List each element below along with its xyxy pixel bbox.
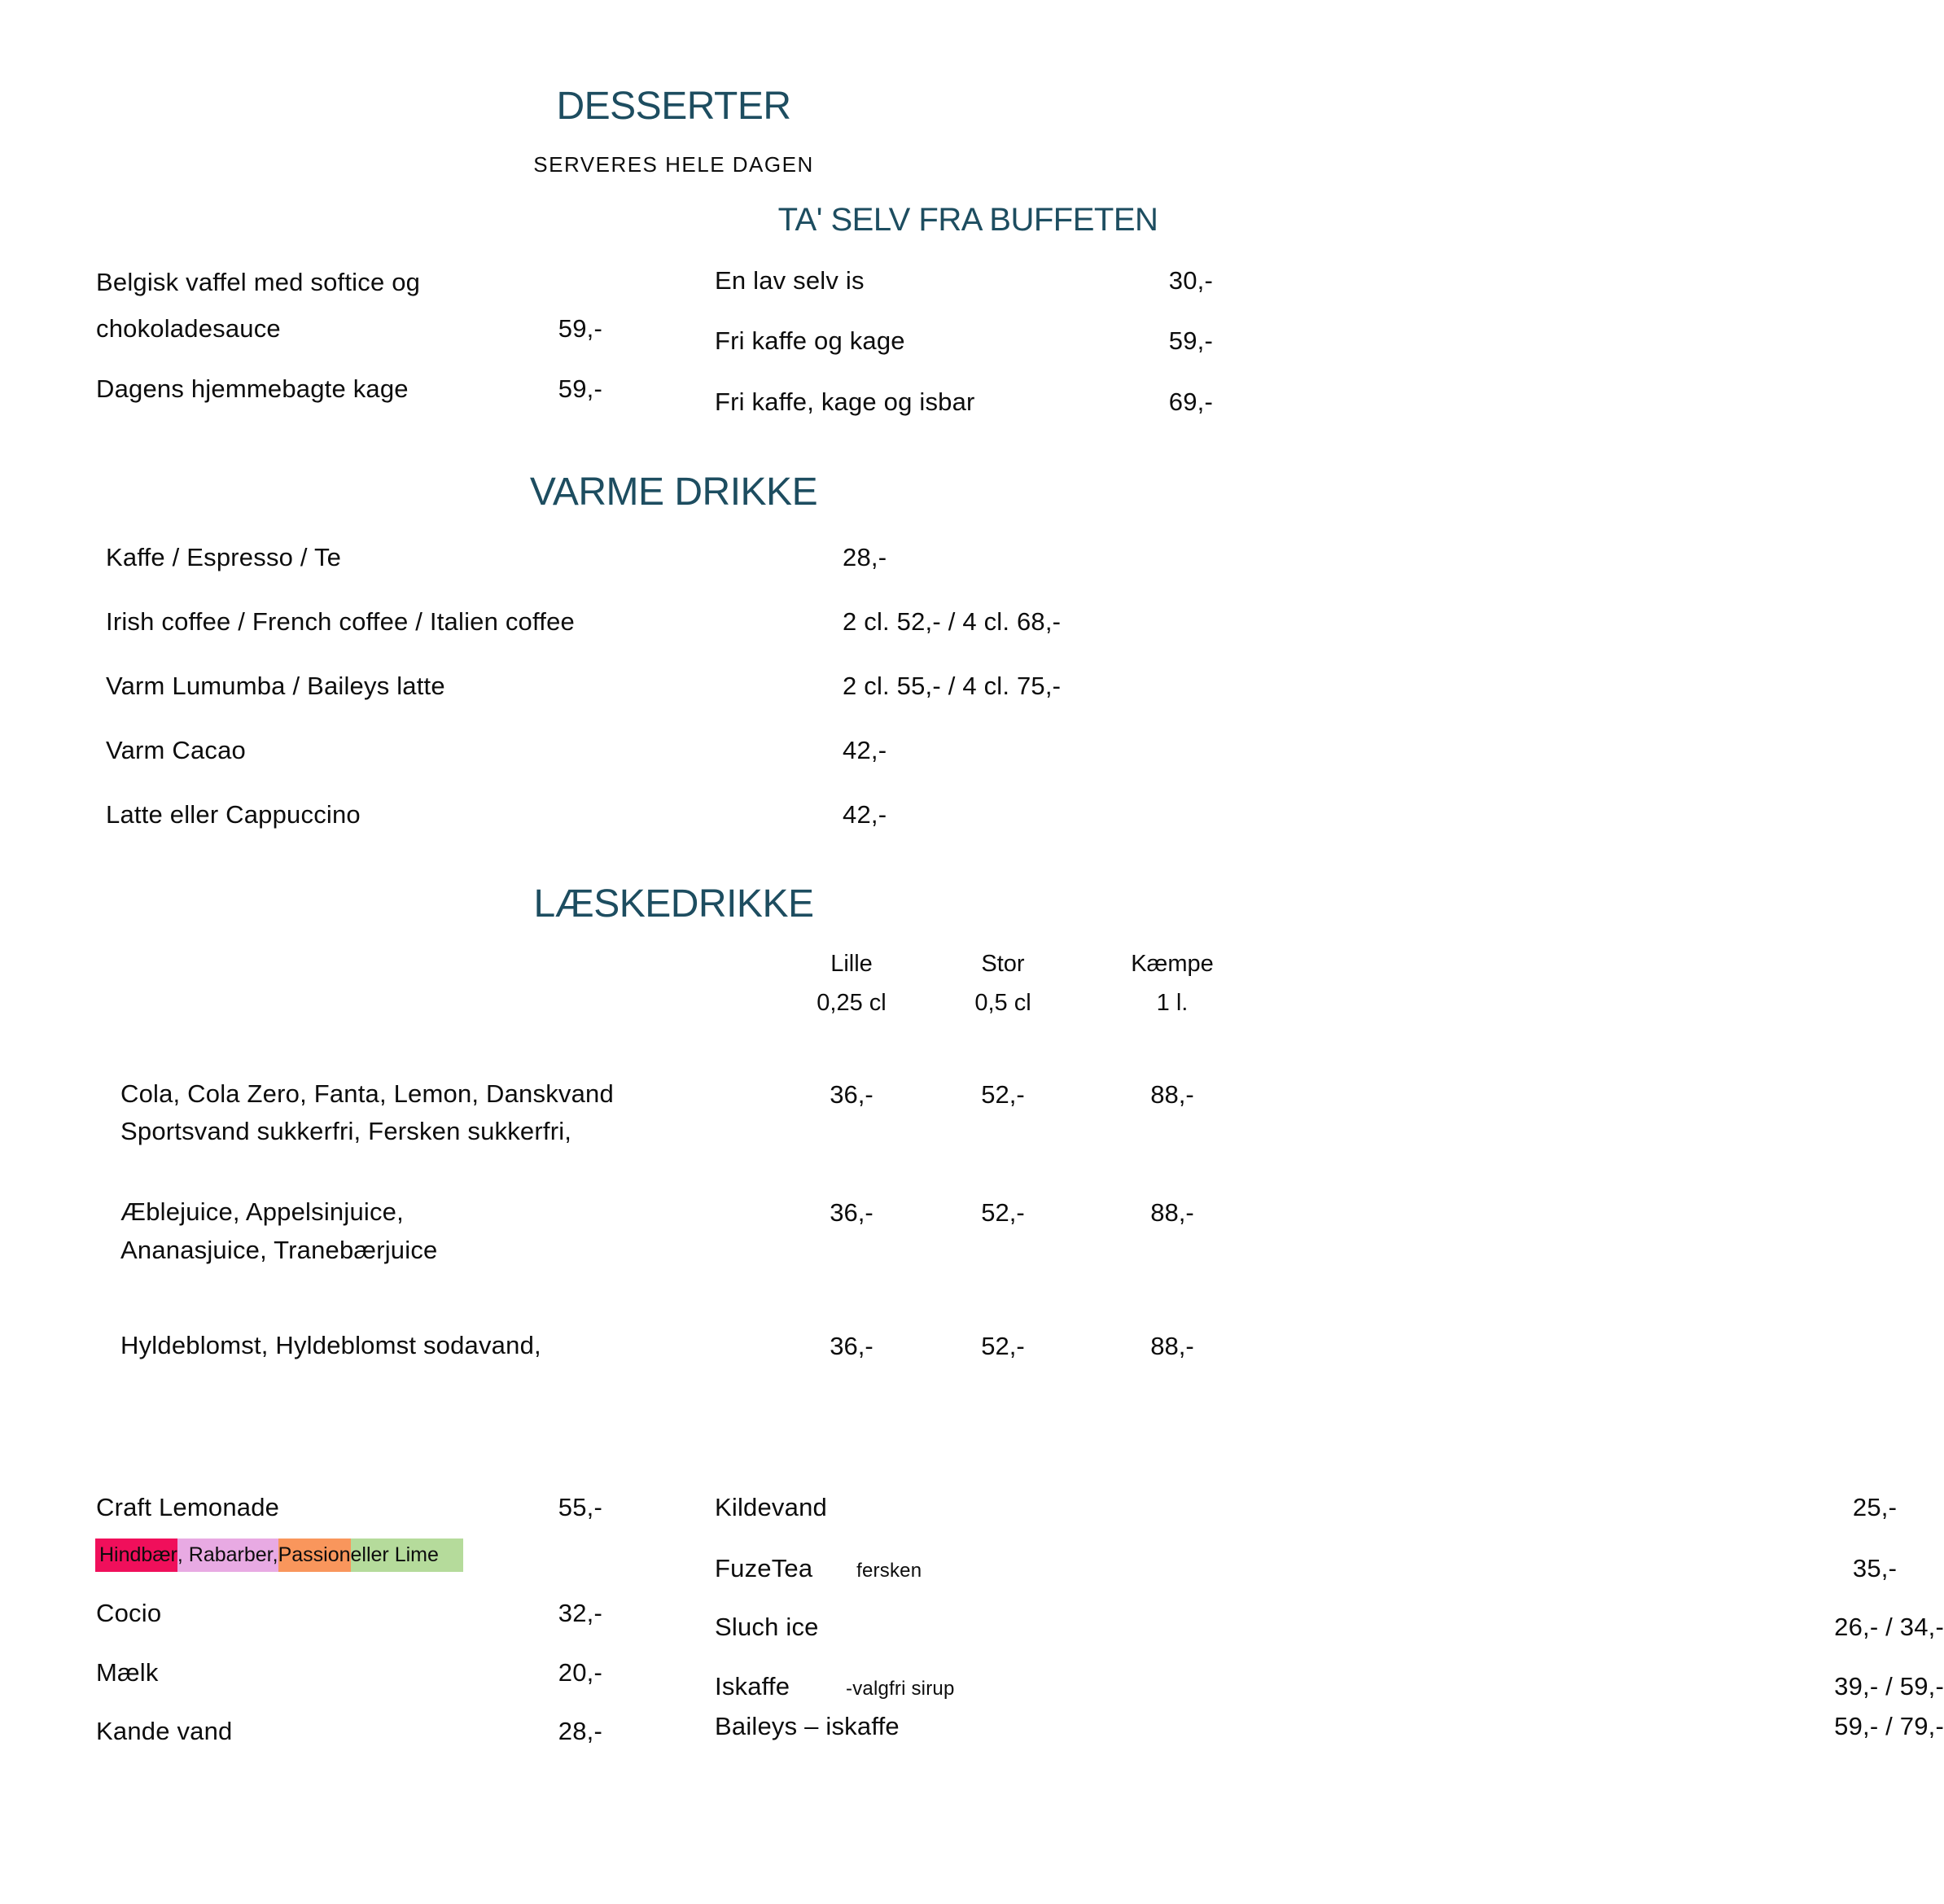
menu-item-hot-cocoa bbox=[106, 737, 1258, 765]
item-label: Kaffe / Espresso / Te bbox=[106, 543, 342, 571]
item-label: En lav selv is bbox=[715, 266, 865, 295]
size-column-small-name: Lille bbox=[830, 951, 873, 977]
size-column-giant-name: Kæmpe bbox=[1131, 951, 1214, 977]
soft-drinks-title: LÆSKEDRIKKE bbox=[533, 882, 814, 926]
item-label: Baileys – iskaffe bbox=[715, 1712, 900, 1740]
soda-row-price-large: 52,- bbox=[981, 1080, 1025, 1109]
item-label: Kildevand bbox=[715, 1493, 827, 1521]
size-column-small-size: 0,25 cl bbox=[817, 990, 887, 1016]
flavor-passion: Passion bbox=[278, 1539, 351, 1572]
item-price: 35,- bbox=[1852, 1554, 1898, 1582]
item-price: 20,- bbox=[558, 1658, 602, 1687]
desserts-title: DESSERTER bbox=[556, 85, 791, 128]
item-label: Varm Lumumba / Baileys latte bbox=[106, 672, 445, 700]
juice-row-price-giant: 88,- bbox=[1150, 1198, 1194, 1227]
item-price: 59,- / 79,- bbox=[1834, 1712, 1944, 1740]
item-price: 42,- bbox=[843, 736, 887, 764]
flavor-lime: eller Lime bbox=[351, 1539, 463, 1572]
item-price: 32,- bbox=[558, 1599, 602, 1627]
menu-item-irish-coffee bbox=[106, 608, 1258, 637]
item-price: 39,- / 59,- bbox=[1834, 1672, 1944, 1700]
juice-row-label-line1: Æblejuice, Appelsinjuice, bbox=[120, 1197, 404, 1226]
item-price: 25,- bbox=[1852, 1493, 1898, 1521]
item-price: 42,- bbox=[843, 800, 887, 829]
item-label: Varm Cacao bbox=[106, 736, 246, 764]
elderflower-row-price-small: 36,- bbox=[830, 1332, 873, 1360]
flavor-hindbaer: Hindbær bbox=[95, 1539, 177, 1572]
item-label: FuzeTea bbox=[715, 1554, 813, 1582]
hot-drinks-title: VARME DRIKKE bbox=[529, 471, 818, 514]
menu-item-baileys-iced-coffee bbox=[715, 1712, 1944, 1741]
menu-item-buffet-coffee-cake-icebar bbox=[715, 388, 1213, 417]
item-label: Latte eller Cappuccino bbox=[106, 800, 361, 829]
buffet-header: TA' SELV FRA BUFFETEN bbox=[777, 202, 1158, 238]
menu-item-latte-cappuccino bbox=[106, 801, 1258, 829]
menu-item-fuzetea bbox=[715, 1554, 1898, 1583]
item-price: 59,- bbox=[1168, 326, 1213, 355]
soda-row-price-giant: 88,- bbox=[1150, 1080, 1194, 1109]
size-column-large-name: Stor bbox=[981, 951, 1025, 977]
item-label: Craft Lemonade bbox=[96, 1493, 280, 1521]
lemonade-flavors-highlight bbox=[95, 1539, 463, 1572]
menu-item-slush-ice bbox=[715, 1613, 1944, 1642]
item-note: fersken bbox=[856, 1560, 922, 1582]
juice-row-price-large: 52,- bbox=[981, 1198, 1025, 1227]
menu-item-waffle-line1: Belgisk vaffel med softice og bbox=[96, 268, 421, 296]
desserts-subtitle: SERVERES HELE DAGEN bbox=[533, 152, 814, 177]
menu-item-milk bbox=[96, 1659, 602, 1687]
item-price: 69,- bbox=[1168, 387, 1213, 416]
flavor-rabarber: , Rabarber, bbox=[177, 1539, 278, 1572]
menu-item-craft-lemonade bbox=[96, 1494, 602, 1522]
elderflower-row-price-giant: 88,- bbox=[1150, 1332, 1194, 1360]
item-price: 2 cl. 52,- / 4 cl. 68,- bbox=[843, 607, 1062, 636]
item-label: chokoladesauce bbox=[96, 314, 281, 343]
soda-row-label-line1: Cola, Cola Zero, Fanta, Lemon, Danskvand bbox=[120, 1079, 614, 1108]
menu-item-waffle-line2 bbox=[96, 315, 602, 344]
item-price: 55,- bbox=[558, 1493, 602, 1521]
item-label: Cocio bbox=[96, 1599, 162, 1627]
size-column-large-size: 0,5 cl bbox=[974, 990, 1031, 1016]
menu-item-iced-coffee bbox=[715, 1672, 1944, 1701]
menu-item-buffet-coffee-cake bbox=[715, 327, 1213, 356]
item-label: Mælk bbox=[96, 1658, 159, 1687]
menu-item-buffet-ice bbox=[715, 267, 1213, 295]
item-price: 28,- bbox=[843, 543, 887, 571]
menu-item-spring-water bbox=[715, 1493, 1898, 1522]
item-price: 26,- / 34,- bbox=[1834, 1613, 1944, 1641]
item-price: 2 cl. 55,- / 4 cl. 75,- bbox=[843, 672, 1062, 700]
item-price: 28,- bbox=[558, 1717, 602, 1745]
item-label: Dagens hjemmebagte kage bbox=[96, 374, 409, 403]
soda-row-price-small: 36,- bbox=[830, 1080, 873, 1109]
menu-item-cake bbox=[96, 375, 602, 404]
elderflower-row-label: Hyldeblomst, Hyldeblomst sodavand, bbox=[120, 1331, 541, 1359]
item-label: Irish coffee / French coffee / Italien coffee bbox=[106, 607, 575, 636]
item-label: Kande vand bbox=[96, 1717, 233, 1745]
item-label: Iskaffe bbox=[715, 1672, 790, 1700]
item-price: 59,- bbox=[558, 314, 602, 343]
item-label: Fri kaffe, kage og isbar bbox=[715, 387, 975, 416]
menu-item-coffee-espresso-tea bbox=[106, 544, 1258, 572]
juice-row-label-line2: Ananasjuice, Tranebærjuice bbox=[120, 1236, 438, 1264]
soda-row-label-line2: Sportsvand sukkerfri, Fersken sukkerfri, bbox=[120, 1117, 572, 1145]
menu-item-lumumba bbox=[106, 672, 1258, 701]
menu-item-water-jug bbox=[96, 1718, 602, 1746]
item-price: 59,- bbox=[558, 374, 602, 403]
size-column-giant-size: 1 l. bbox=[1156, 990, 1189, 1016]
juice-row-price-small: 36,- bbox=[830, 1198, 873, 1227]
menu-item-cocio bbox=[96, 1600, 602, 1628]
item-note: -valgfri sirup bbox=[846, 1678, 955, 1700]
item-label: Sluch ice bbox=[715, 1613, 819, 1641]
elderflower-row-price-large: 52,- bbox=[981, 1332, 1025, 1360]
item-price: 30,- bbox=[1168, 266, 1213, 295]
item-label: Fri kaffe og kage bbox=[715, 326, 905, 355]
